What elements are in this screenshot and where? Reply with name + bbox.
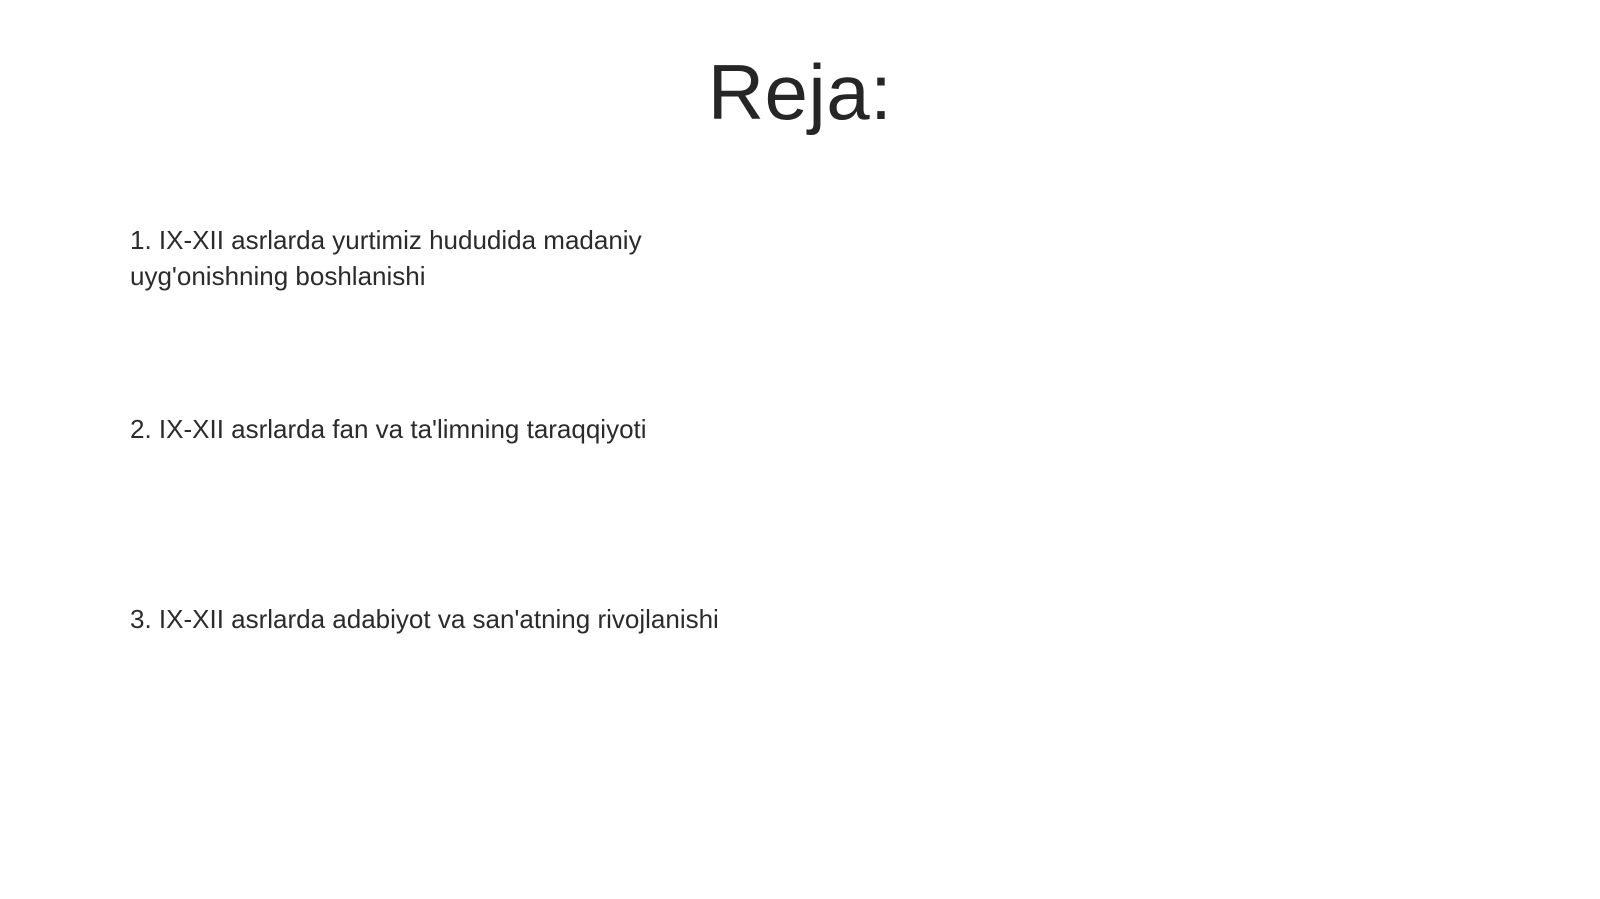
- plan-item-2: 2. IX-XII asrlarda fan va ta'limning taraqqiyoti: [130, 414, 647, 444]
- plan-item-1: 1. IX-XII asrlarda yurtimiz hududida madaniy uyg'onishning boshlanishi: [130, 225, 642, 291]
- plan-item-3: 3. IX-XII asrlarda adabiyot va san'atning rivojlanishi: [130, 604, 719, 634]
- slide-title: Reja:: [707, 48, 893, 136]
